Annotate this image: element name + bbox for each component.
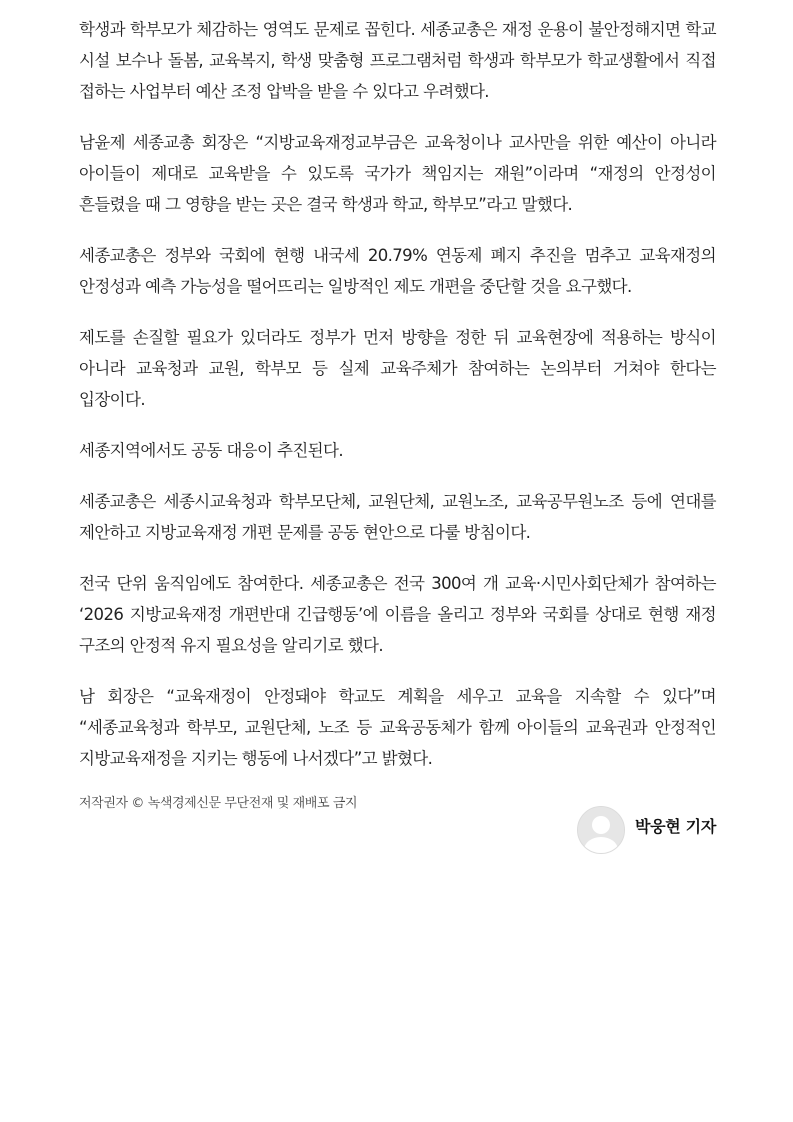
article-paragraph-1: 학생과 학부모가 체감하는 영역도 문제로 꼽힌다. 세종교총은 재정 운용이 불안정해지면 학교 시설 보수나 돌봄, 교육복지, 학생 맞춤형 프로그램처럼 학생과 학부모가 학교생활에서 직접 접하는 사업부터 예산 조정 압박을 받을 수 있다고 우려했다.	[79, 20, 716, 101]
article-paragraph-3: 세종교총은 정부와 국회에 현행 내국세 20.79% 연동제 폐지 추진을 멈추고 교육재정의 안정성과 예측 가능성을 떨어뜨리는 일방적인 제도 개편을 중단할 것을 요구했다.	[79, 246, 716, 296]
article-paragraph-4: 제도를 손질할 필요가 있더라도 정부가 먼저 방향을 정한 뒤 교육현장에 적용하는 방식이 아니라 교육청과 교원, 학부모 등 실제 교육주체가 참여하는 논의부터 거쳐야 한다는 입장이다.	[79, 328, 716, 409]
article-paragraph-8: 남 회장은 “교육재정이 안정돼야 학교도 계획을 세우고 교육을 지속할 수 있다”며 “세종교육청과 학부모, 교원단체, 노조 등 교육공동체가 함께 아이들의 교육권과 안정적인 지방교육재정을 지키는 행동에 나서겠다”고 밝혔다.	[79, 687, 716, 768]
user-silhouette-icon	[577, 806, 625, 854]
article-paragraph-7: 전국 단위 움직임에도 참여한다. 세종교총은 전국 300여 개 교육·시민사회단체가 참여하는 ‘2026 지방교육재정 개편반대 긴급행동’에 이름을 올리고 정부와 국회를 상대로 현행 재정 구조의 안정적 유지 필요성을 알리기로 했다.	[79, 574, 716, 655]
article-paragraph-2: 남윤제 세종교총 회장은 “지방교육재정교부금은 교육청이나 교사만을 위한 예산이 아니라 아이들이 제대로 교육받을 수 있도록 국가가 책임지는 재원”이라며 “재정의 안정성이 흔들렸을 때 그 영향을 받는 곳은 결국 학생과 학교, 학부모”라고 말했다.	[79, 133, 716, 214]
copyright-notice: 저작권자 © 녹색경제신문 무단전재 및 재배포 금지	[79, 796, 358, 811]
article-body	[79, 14, 716, 814]
article-paragraph-5: 세종지역에서도 공동 대응이 추진된다.	[79, 441, 344, 460]
reporter-name[interactable]: 박웅현 기자	[634, 816, 716, 836]
reporter-byline[interactable]	[577, 806, 716, 854]
article-paragraph-6: 세종교총은 세종시교육청과 학부모단체, 교원단체, 교원노조, 교육공무원노조 등에 연대를 제안하고 지방교육재정 개편 문제를 공동 현안으로 다룰 방침이다.	[79, 492, 716, 542]
